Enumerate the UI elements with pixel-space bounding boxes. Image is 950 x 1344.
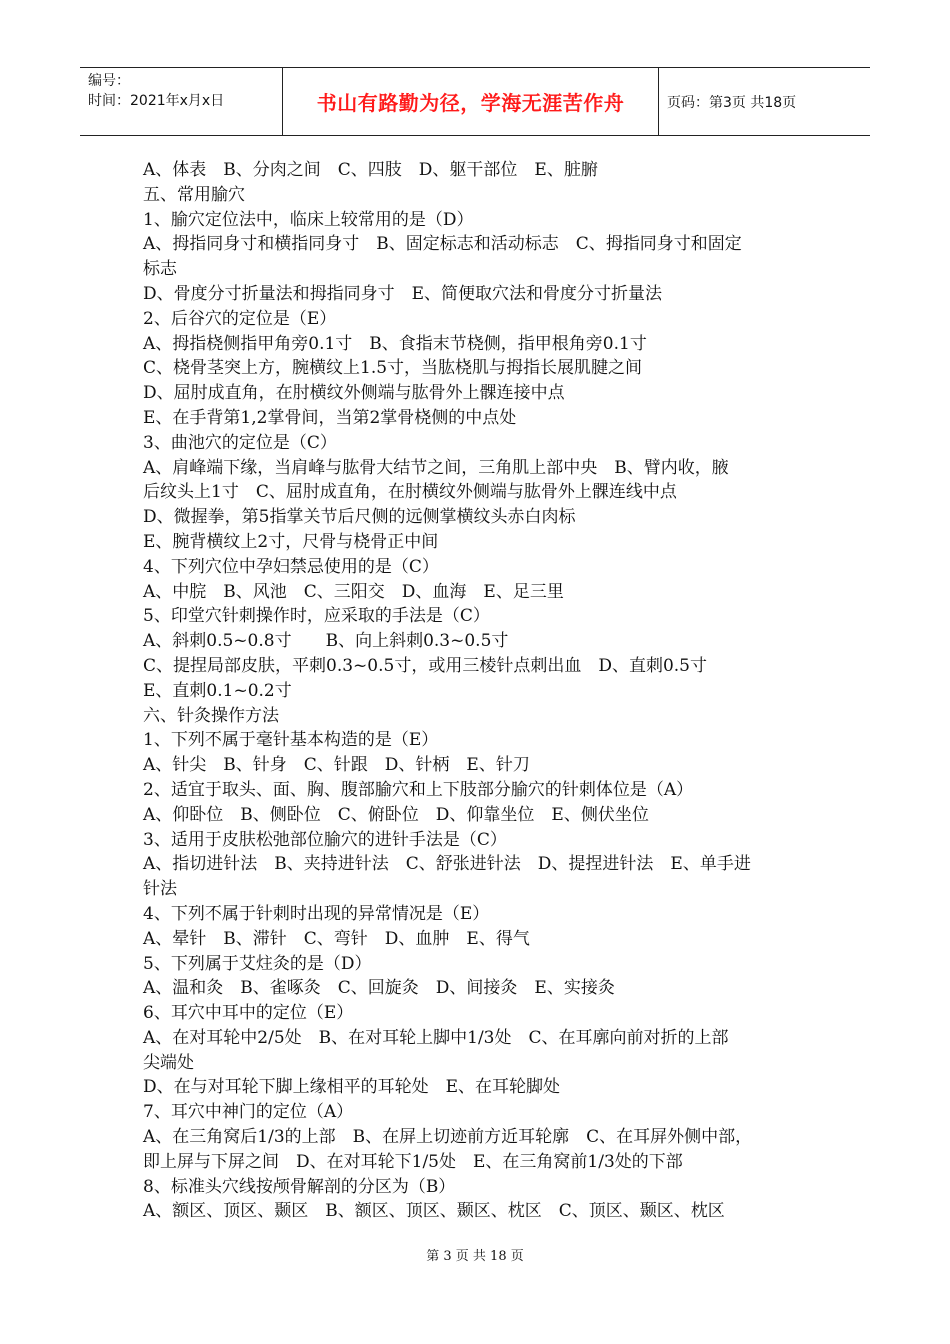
text-line: A、斜刺0.5~0.8寸 B、向上斜刺0.3~0.5寸 bbox=[143, 631, 509, 652]
text-line: A、额区、顶区、颞区 B、额区、顶区、颞区、枕区 C、顶区、颞区、枕区 bbox=[143, 1201, 725, 1222]
text-line: E、直刺0.1~0.2寸 bbox=[143, 680, 292, 701]
header-page-label: 页码：第3页 共18页 bbox=[667, 94, 797, 111]
text-line: D、在与对耳轮下脚上缘相平的耳轮处 E、在耳轮脚处 bbox=[143, 1077, 561, 1098]
date-label: 时间：2021年x月x日 bbox=[88, 93, 225, 109]
text-line: 后纹头上1寸 C、屈肘成直角，在肘横纹外侧端与肱骨外上髁连线中点 bbox=[143, 482, 677, 503]
text-line: 3、曲池穴的定位是（C） bbox=[143, 432, 337, 453]
text-line: C、提捏局部皮肤，平刺0.3~0.5寸，或用三棱针点刺出血 D、直刺0.5寸 bbox=[143, 655, 707, 676]
text-line: D、微握拳，第5指掌关节后尺侧的远侧掌横纹头赤白肉标 bbox=[143, 507, 576, 528]
text-line: A、体表 B、分肉之间 C、四肢 D、躯干部位 E、脏腑 bbox=[143, 160, 598, 180]
text-line: A、温和灸 B、雀啄灸 C、回旋灸 D、间接灸 E、实接灸 bbox=[143, 978, 615, 999]
text-line: 5、下列属于艾炷灸的是（D） bbox=[143, 953, 372, 974]
text-line: A、在对耳轮中2/5处 B、在对耳轮上脚中1/3处 C、在耳廓向前对折的上部 bbox=[143, 1027, 729, 1048]
text-line: 六、针灸操作方法 bbox=[143, 705, 279, 726]
text-line: 6、耳穴中耳中的定位（E） bbox=[143, 1003, 354, 1024]
text-line: A、晕针 B、滞针 C、弯针 D、血肿 E、得气 bbox=[143, 928, 530, 949]
page-footer: 第 3 页 共 18 页 bbox=[426, 1249, 524, 1264]
text-line: A、在三角窝后1/3的上部 B、在屏上切迹前方近耳轮廓 C、在耳屏外侧中部， bbox=[143, 1127, 753, 1148]
text-line: 2、后谷穴的定位是（E） bbox=[143, 308, 337, 329]
text-line: 8、标准头穴线按颅骨解剖的分区为（B） bbox=[143, 1176, 456, 1197]
text-line: 7、耳穴中神门的定位（A） bbox=[143, 1102, 354, 1123]
header-motto: 书山有路勤为径，学海无涯苦作舟 bbox=[283, 68, 659, 135]
text-line: A、中脘 B、风池 C、三阳交 D、血海 E、足三里 bbox=[143, 581, 564, 602]
text-line: 即上屏与下屏之间 D、在对耳轮下1/5处 E、在三角窝前1/3处的下部 bbox=[143, 1151, 683, 1172]
text-line: 针法 bbox=[143, 879, 177, 900]
text-line: A、肩峰端下缘，当肩峰与肱骨大结节之间，三角肌上部中央 B、臂内收，腋 bbox=[143, 457, 729, 478]
text-line: A、拇指桡侧指甲角旁0.1寸 B、食指末节桡侧，指甲根角旁0.1寸 bbox=[143, 333, 647, 354]
header-left-cell bbox=[80, 68, 283, 135]
text-line: 1、腧穴定位法中，临床上较常用的是（D） bbox=[143, 209, 474, 230]
text-line: 尖端处 bbox=[143, 1052, 194, 1073]
text-line: D、屈肘成直角，在肘横纹外侧端与肱骨外上髁连接中点 bbox=[143, 383, 565, 404]
text-line: 3、适用于皮肤松弛部位腧穴的进针手法是（C） bbox=[143, 829, 507, 850]
text-line: E、腕背横纹上2寸，尺骨与桡骨正中间 bbox=[143, 531, 439, 552]
text-line: 4、下列穴位中孕妇禁忌使用的是（C） bbox=[143, 556, 439, 577]
text-line: A、拇指同身寸和横指同身寸 B、固定标志和活动标志 C、拇指同身寸和固定 bbox=[143, 234, 742, 255]
text-line: 5、印堂穴针刺操作时，应采取的手法是（C） bbox=[143, 606, 490, 627]
text-line: A、针尖 B、针身 C、针跟 D、针柄 E、针刀 bbox=[143, 755, 530, 776]
text-line: A、仰卧位 B、侧卧位 C、俯卧位 D、仰靠坐位 E、侧伏坐位 bbox=[143, 804, 649, 825]
text-line: 标志 bbox=[143, 259, 177, 280]
text-line: 2、适宜于取头、面、胸、腹部腧穴和上下肢部分腧穴的针刺体位是（A） bbox=[143, 779, 694, 800]
text-line: 4、下列不属于针刺时出现的异常情况是（E） bbox=[143, 903, 490, 924]
text-line: 五、常用腧穴 bbox=[143, 184, 245, 205]
text-line: D、骨度分寸折量法和拇指同身寸 E、简便取穴法和骨度分寸折量法 bbox=[143, 283, 663, 304]
text-line: C、桡骨茎突上方，腕横纹上1.5寸，当肱桡肌与拇指长展肌腱之间 bbox=[143, 358, 643, 379]
document-body bbox=[143, 158, 823, 1224]
page-header bbox=[80, 67, 870, 136]
text-line: 1、下列不属于毫针基本构造的是（E） bbox=[143, 730, 439, 751]
number-label: 编号： bbox=[88, 73, 130, 89]
text-line: E、在手背第1,2掌骨间，当第2掌骨桡侧的中点处 bbox=[143, 407, 517, 428]
text-line: A、指切进针法 B、夹持进针法 C、舒张进针法 D、提捏进针法 E、单手进 bbox=[143, 854, 751, 875]
